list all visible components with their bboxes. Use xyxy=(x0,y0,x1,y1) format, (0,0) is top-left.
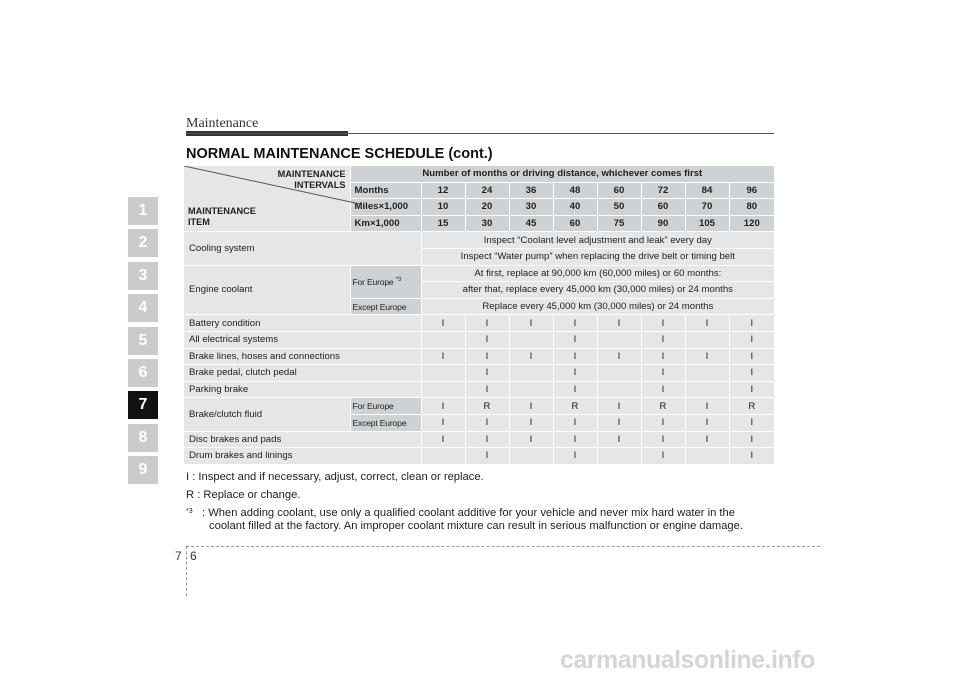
row-cell: I xyxy=(641,381,685,398)
row-cell: I xyxy=(685,315,729,332)
miles-cell: 50 xyxy=(597,199,641,216)
row-cell: I xyxy=(465,431,509,448)
table-row xyxy=(184,365,774,382)
row-cell: I xyxy=(553,431,597,448)
km-cell: 105 xyxy=(685,215,729,232)
row-cell xyxy=(685,331,729,348)
row-cell: I xyxy=(509,398,553,415)
for-europe-label: For Europe $^{*3}$ xyxy=(350,265,421,298)
month-cell: 96 xyxy=(729,182,774,199)
row-cell: I xyxy=(465,365,509,382)
row-cell: I xyxy=(641,348,685,365)
chapter-tab-5[interactable]: 5 xyxy=(128,327,158,355)
row-cell: I xyxy=(553,348,597,365)
chapter-tab-2[interactable]: 2 xyxy=(128,229,158,257)
row-label: Brake lines, hoses and connections xyxy=(184,348,421,365)
row-label: Battery condition xyxy=(184,315,421,332)
chapter-tab-3[interactable]: 3 xyxy=(128,262,158,290)
km-label: Km×1,000 xyxy=(350,215,421,232)
km-cell: 60 xyxy=(553,215,597,232)
row-cell: I xyxy=(685,398,729,415)
row-cell: I xyxy=(421,348,465,365)
row-cell xyxy=(509,448,553,465)
cooling-system-label: Cooling system xyxy=(184,232,421,265)
row-label: All electrical systems xyxy=(184,331,421,348)
chapter-tab-7[interactable]: 7 xyxy=(128,391,158,419)
miles-cell: 10 xyxy=(421,199,465,216)
miles-cell: 80 xyxy=(729,199,774,216)
row-cell: I xyxy=(641,315,685,332)
row-cell: I xyxy=(553,448,597,465)
row-cell: R xyxy=(729,398,774,415)
row-cell: I xyxy=(597,315,641,332)
row-cell xyxy=(685,365,729,382)
note-footnote-3 xyxy=(186,507,743,533)
for-europe-label: For Europe xyxy=(350,398,421,415)
month-cell: 48 xyxy=(553,182,597,199)
row-cell: I xyxy=(465,348,509,365)
row-cell: I xyxy=(729,448,774,465)
row-cell: I xyxy=(729,315,774,332)
footnote-mark: *3 xyxy=(186,508,193,515)
row-cell: I xyxy=(553,414,597,431)
chapter-tab-9[interactable]: 9 xyxy=(128,456,158,484)
row-cell xyxy=(421,365,465,382)
row-cell: I xyxy=(729,381,774,398)
miles-cell: 40 xyxy=(553,199,597,216)
coolant-europe-line-2: after that, replace every 45,000 km (30,000 miles) or 24 months xyxy=(421,282,774,299)
note-inspect: I : Inspect and if necessary, adjust, correct, clean or replace. xyxy=(186,471,484,483)
row-cell: I xyxy=(421,315,465,332)
row-cell xyxy=(421,331,465,348)
chapter-tab-4[interactable]: 4 xyxy=(128,294,158,322)
row-cell: I xyxy=(597,398,641,415)
row-cell xyxy=(509,331,553,348)
row-cell: I xyxy=(465,448,509,465)
table-row xyxy=(184,331,774,348)
interval-header: Number of months or driving distance, whichever comes first xyxy=(350,166,774,182)
miles-label: Miles×1,000 xyxy=(350,199,421,216)
row-cell: I xyxy=(553,365,597,382)
chapter-tab-6[interactable]: 6 xyxy=(128,359,158,387)
except-europe-label: Except Europe xyxy=(350,414,421,431)
row-cell: R xyxy=(553,398,597,415)
row-cell: I xyxy=(421,431,465,448)
miles-cell: 70 xyxy=(685,199,729,216)
row-label: Parking brake xyxy=(184,381,421,398)
row-cell: I xyxy=(641,365,685,382)
row-cell: I xyxy=(685,414,729,431)
row-label: Disc brakes and pads xyxy=(184,431,421,448)
month-cell: 12 xyxy=(421,182,465,199)
cooling-line-1: Inspect “Coolant level adjustment and leak” every day xyxy=(421,232,774,249)
row-cell: I xyxy=(553,315,597,332)
row-cell: I xyxy=(641,448,685,465)
row-cell xyxy=(597,448,641,465)
coolant-europe-line-1: At first, replace at 90,000 km (60,000 miles) or 60 months: xyxy=(421,265,774,282)
row-cell: I xyxy=(553,381,597,398)
row-label: Drum brakes and linings xyxy=(184,448,421,465)
miles-cell: 60 xyxy=(641,199,685,216)
footer-rule xyxy=(186,546,820,547)
row-cell: I xyxy=(729,431,774,448)
row-cell: I xyxy=(729,414,774,431)
table-row xyxy=(184,348,774,365)
km-cell: 90 xyxy=(641,215,685,232)
row-cell: I xyxy=(685,431,729,448)
corner-item-label: MAINTENANCE ITEM xyxy=(188,206,256,228)
table-row xyxy=(184,398,774,415)
watermark: carmanualsonline.info xyxy=(560,646,815,674)
header-rule xyxy=(186,133,774,134)
row-cell xyxy=(597,381,641,398)
row-cell: I xyxy=(509,414,553,431)
row-cell xyxy=(421,448,465,465)
km-cell: 120 xyxy=(729,215,774,232)
row-cell: I xyxy=(597,431,641,448)
row-cell: I xyxy=(553,331,597,348)
row-cell: I xyxy=(509,348,553,365)
engine-coolant-label: Engine coolant xyxy=(184,265,350,315)
row-cell: I xyxy=(729,365,774,382)
chapter-tabs xyxy=(128,197,158,489)
row-cell: I xyxy=(465,315,509,332)
month-cell: 60 xyxy=(597,182,641,199)
row-cell: I xyxy=(641,414,685,431)
month-cell: 24 xyxy=(465,182,509,199)
row-cell xyxy=(509,381,553,398)
row-cell: I xyxy=(641,431,685,448)
km-cell: 15 xyxy=(421,215,465,232)
row-cell: R xyxy=(465,398,509,415)
chapter-tab-1[interactable]: 1 xyxy=(128,197,158,225)
page-number: 6 xyxy=(190,549,197,563)
row-cell: I xyxy=(509,315,553,332)
month-cell: 72 xyxy=(641,182,685,199)
chapter-tab-8[interactable]: 8 xyxy=(128,424,158,452)
km-cell: 75 xyxy=(597,215,641,232)
running-header: Maintenance xyxy=(186,116,259,131)
row-cell: I xyxy=(465,331,509,348)
row-cell: I xyxy=(421,414,465,431)
row-cell xyxy=(685,448,729,465)
table-row xyxy=(184,315,774,332)
row-cell: I xyxy=(729,348,774,365)
corner-intervals-label: MAINTENANCE INTERVALS xyxy=(277,169,346,190)
month-cell: 84 xyxy=(685,182,729,199)
note-replace: R : Replace or change. xyxy=(186,489,301,501)
months-label: Months xyxy=(350,182,421,199)
footer-divider xyxy=(186,546,187,596)
legend-notes xyxy=(186,471,743,533)
except-europe-label: Except Europe xyxy=(350,298,421,315)
row-cell xyxy=(509,365,553,382)
row-cell xyxy=(685,381,729,398)
miles-cell: 20 xyxy=(465,199,509,216)
footnote-line-2: coolant filled at the factory. An improper coolant mixture can result in serious malfunction or engine damage. xyxy=(209,520,743,532)
row-cell: I xyxy=(465,381,509,398)
row-cell: I xyxy=(509,431,553,448)
row-cell: I xyxy=(465,414,509,431)
km-cell: 45 xyxy=(509,215,553,232)
table-row xyxy=(184,431,774,448)
row-cell: I xyxy=(421,398,465,415)
row-cell: R xyxy=(641,398,685,415)
row-cell xyxy=(421,381,465,398)
km-cell: 30 xyxy=(465,215,509,232)
row-cell: I xyxy=(597,348,641,365)
row-cell: I xyxy=(685,348,729,365)
month-cell: 36 xyxy=(509,182,553,199)
cooling-line-2: Inspect “Water pump” when replacing the drive belt or timing belt xyxy=(421,248,774,265)
maintenance-schedule-table xyxy=(184,166,774,465)
row-cell: I xyxy=(597,414,641,431)
footnote-line-1: : When adding coolant, use only a qualified coolant additive for your vehicle and never mix hard water in the xyxy=(202,507,735,519)
table-corner-cell xyxy=(184,166,350,232)
row-cell xyxy=(597,331,641,348)
row-cell xyxy=(597,365,641,382)
table-row xyxy=(184,448,774,465)
table-row xyxy=(184,381,774,398)
page-number-chapter: 7 xyxy=(175,549,182,563)
miles-cell: 30 xyxy=(509,199,553,216)
row-cell: I xyxy=(729,331,774,348)
row-label: Brake pedal, clutch pedal xyxy=(184,365,421,382)
row-cell: I xyxy=(641,331,685,348)
brake-fluid-label: Brake/clutch fluid xyxy=(184,398,350,431)
coolant-except-europe-text: Replace every 45,000 km (30,000 miles) or 24 months xyxy=(421,298,774,315)
section-title: NORMAL MAINTENANCE SCHEDULE (cont.) xyxy=(186,146,493,162)
